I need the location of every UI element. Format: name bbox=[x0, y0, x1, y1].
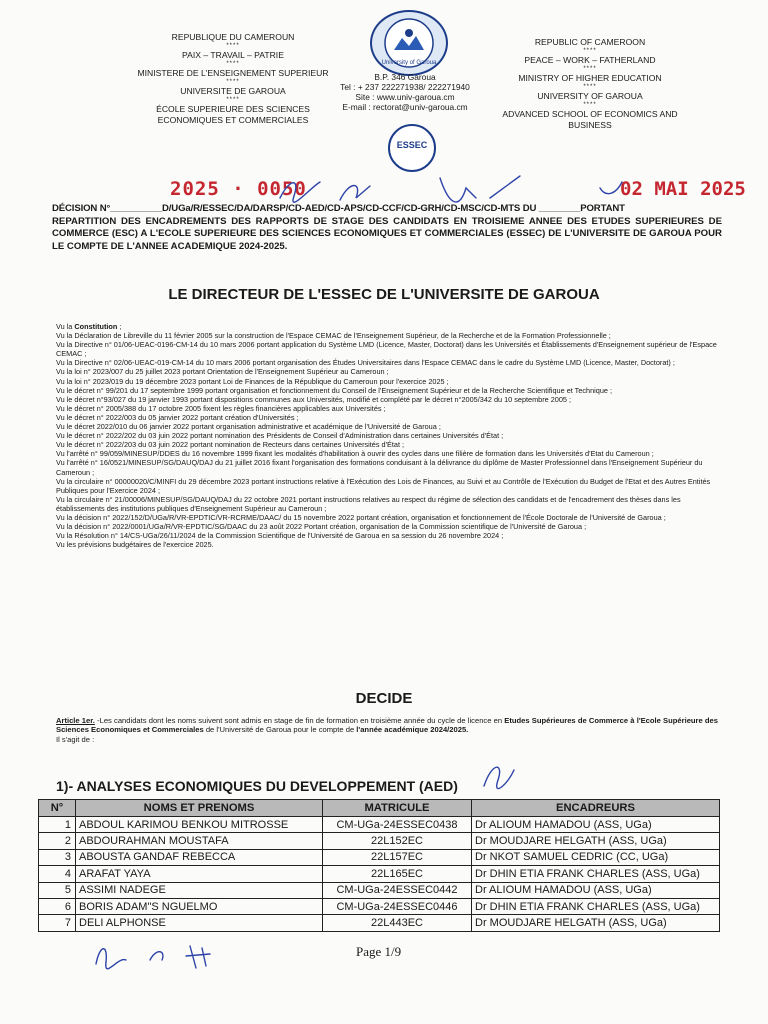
vu-line: Vu l'arrêté n° 99/059/MINESUP/DDES du 16 novembre 1999 fixant les modalités d'habilitation à ouvrir des cycles dans une filière de formation dans les Universités d'Etat du Cameroun ; bbox=[56, 449, 654, 459]
table-row bbox=[39, 849, 720, 865]
decision-subject: REPARTITION DES ENCADREMENTS DES RAPPORTS DE STAGE DES CANDIDATS EN TROISIEME ANNEE DES ETUDES SUPERIEURES DE COMMERCE (ESC) A L'ECOLE SUPERIEURE DES SCIENCES ECONOMIQUES ET COMMERCIALES (ESSEC) DE L'UNIVERSITE DE GAROUA POUR LE COMPTE DE L'ANNEE ACADEMIQUE 2024-2025. bbox=[52, 215, 722, 252]
stars-divider: **** bbox=[583, 48, 597, 54]
row-number: 5 bbox=[39, 882, 76, 898]
supervisor-name: Dr ALIOUM HAMADOU (ASS, UGa) bbox=[472, 817, 720, 833]
vu-list bbox=[56, 322, 728, 549]
vu-line: Vu le décret n° 2022/203 du 03 juin 2022 portant nomination de Recteurs dans certaines Universités d'État ; bbox=[56, 440, 405, 450]
header-left-ministry: MINISTERE DE L'ENSEIGNEMENT SUPERIEUR bbox=[137, 68, 329, 78]
student-name: DELI ALPHONSE bbox=[76, 915, 323, 931]
contact-email: E-mail : rectorat@univ-garoua.cm bbox=[342, 102, 468, 112]
article-1: Article 1er. -Les candidats dont les noms suivent sont admis en stage de fin de formation en troisième année du cycle de licence en Etudes Supérieures de Commerce à l'Ecole Supérieure des Sciences Economiques et Commerciales de l'Université de Garoua pour le compte de l'année académique 2024/2025. Il s'agit de : bbox=[56, 716, 718, 744]
student-name: ABDOURAHMAN MOUSTAFA bbox=[76, 833, 323, 849]
vu-line: Vu la loi n° 2023/007 du 25 juillet 2023 portant Orientation de l'Enseignement Supérieur au Cameroun ; bbox=[56, 367, 389, 377]
stars-divider: **** bbox=[583, 66, 597, 72]
student-matricule: 22L443EC bbox=[323, 915, 472, 931]
contact-tel: Tel : + 237 222271938/ 222271940 bbox=[340, 82, 470, 92]
stamp-number: 2025 · 0050 bbox=[170, 178, 307, 200]
student-matricule: CM-UGa-24ESSEC0438 bbox=[323, 817, 472, 833]
header-right-motto: PEACE – WORK – FATHERLAND bbox=[524, 55, 656, 65]
table-body bbox=[39, 817, 720, 932]
row-number: 1 bbox=[39, 817, 76, 833]
supervisor-name: Dr ALIOUM HAMADOU (ASS, UGa) bbox=[472, 882, 720, 898]
header-left-motto: PAIX – TRAVAIL – PATRIE bbox=[182, 50, 284, 60]
decision-line1: DÉCISION N°__________D/UGa/R/ESSEC/DA/DARSP/CD-AED/CD-APS/CD-CCF/CD-GRH/CD-MSC/CD-MTS DU ________PORTANT bbox=[52, 203, 625, 214]
table-header-row bbox=[39, 800, 720, 817]
vu-items bbox=[56, 331, 728, 549]
student-matricule: 22L165EC bbox=[323, 866, 472, 882]
vu-line: Vu la Directive n° 02/06-UEAC-019-CM-14 du 10 mars 2006 portant organisation des Études Universitaires dans l'Espace CEMAC dans le cadre du Système LMD (Licence, Master, Doctorat) ; bbox=[56, 358, 675, 368]
essec-logo bbox=[388, 124, 436, 172]
student-name: ABOUSTA GANDAF REBECCA bbox=[76, 849, 323, 865]
supervisor-name: Dr DHIN ETIA FRANK CHARLES (ASS, UGa) bbox=[472, 866, 720, 882]
table-row bbox=[39, 915, 720, 931]
director-title: LE DIRECTEUR DE L'ESSEC DE L'UNIVERSITE DE GAROUA bbox=[168, 286, 600, 303]
col-matricule-header: MATRICULE bbox=[323, 800, 472, 817]
page-number: Page 1/9 bbox=[356, 944, 402, 959]
vu-line: Vu la Directive n° 01/06-UEAC-0196-CM-14 du 10 mars 2006 portant application du Système LMD (Licence, Master, Doctorat) dans les Universités et Établissements d'Enseignement supérieur de l'Espace CEMAC ; bbox=[56, 340, 717, 359]
stars-divider: **** bbox=[226, 61, 240, 67]
vu-constitution: Vu la Constitution ; bbox=[56, 322, 122, 331]
col-name-header: NOMS ET PRENOMS bbox=[76, 800, 323, 817]
vu-line: Vu l'arrêté n° 16/0521/MINESUP/SG/DAUQ/DAJ du 21 juillet 2016 fixant l'organisation des formations conduisant à la délivrance du diplôme de Master Professionnel dans l'Enseignement Supérieur du Cameroun ; bbox=[56, 458, 703, 477]
vu-line: Vu la décision n° 2022/152/D/UGa/R/VR-EPDTIC/VR-RCRME/DAAC/ du 15 novembre 2022 portant création, organisation et fonctionnement de l'École Doctorale de l'Université de Garoua ; bbox=[56, 512, 666, 522]
article-sagit: Il s'agit de : bbox=[56, 734, 95, 744]
table-row bbox=[39, 898, 720, 914]
vu-line: Vu la circulaire n° 21/00006/MINESUP/SG/DAUQ/DAJ du 22 octobre 2021 portant instructions relatives au respect du régime de sélection des candidats et de l'encadrement des thèses dans les établissements des institutions publiques d'Enseignement Supérieur au Cameroun ; bbox=[56, 494, 681, 513]
essec-logo-text: ESSEC bbox=[396, 140, 428, 150]
vu-line: Vu le décret n° 99/201 du 17 septembre 1999 portant organisation et fonctionnement du Conseil de l'Enseignement Supérieur et de la Recherche Scientifique et Technique ; bbox=[56, 385, 612, 395]
vu-line: Vu le décret 2022/010 du 06 janvier 2022 portant organisation administrative et académique de l'Université de Garoua ; bbox=[56, 422, 441, 432]
stamp-date: 02 MAI 2025 bbox=[620, 178, 746, 200]
handwritten-mark bbox=[478, 758, 518, 792]
vu-line: Vu la Résolution n° 14/CS-UGa/26/11/2024 de la Commission Scientifique de l'Université de Garoua en sa session du 26 novembre 2024 ; bbox=[56, 531, 504, 541]
stars-divider: **** bbox=[226, 43, 240, 49]
section-title: 1)- ANALYSES ECONOMIQUES DU DEVELOPPEMENT (AED) bbox=[56, 778, 458, 794]
student-matricule: 22L157EC bbox=[323, 849, 472, 865]
students-table bbox=[38, 799, 720, 932]
vu-line: Vu le décret n° 2005/388 du 17 octobre 2005 fixent les règles financières applicables aux Universités ; bbox=[56, 403, 386, 413]
table-row bbox=[39, 866, 720, 882]
header-left-country: REPUBLIQUE DU CAMEROUN bbox=[171, 32, 295, 42]
footer-paraph-marks bbox=[90, 938, 230, 972]
student-matricule: CM-UGa-24ESSEC0442 bbox=[323, 882, 472, 898]
article-label: Article 1er. bbox=[56, 716, 95, 725]
header-left-university: UNIVERSITE DE GAROUA bbox=[180, 86, 286, 96]
table-row bbox=[39, 882, 720, 898]
header-right-school: ADVANCED SCHOOL OF ECONOMICS AND BUSINESS bbox=[502, 109, 678, 130]
student-name: ARAFAT YAYA bbox=[76, 866, 323, 882]
university-logo bbox=[370, 10, 448, 76]
supervisor-name: Dr MOUDJARE HELGATH (ASS, UGa) bbox=[472, 915, 720, 931]
contact-block bbox=[320, 72, 490, 112]
stars-divider: **** bbox=[583, 102, 597, 108]
vu-line: Vu le décret n° 2022/003 du 05 janvier 2022 portant création d'Universités ; bbox=[56, 412, 299, 422]
stars-divider: **** bbox=[226, 79, 240, 85]
student-matricule: CM-UGa-24ESSEC0446 bbox=[323, 898, 472, 914]
col-supervisor-header: ENCADREURS bbox=[472, 800, 720, 817]
vu-line: Vu la Déclaration de Libreville du 11 février 2005 sur la construction de l'Espace CEMAC de l'Enseignement Supérieur, de la Recherche et de la Formation Professionnelle ; bbox=[56, 331, 611, 341]
university-logo-text: University of Garoua bbox=[381, 60, 437, 66]
row-number: 6 bbox=[39, 898, 76, 914]
header-right-ministry: MINISTRY OF HIGHER EDUCATION bbox=[518, 73, 662, 83]
row-number: 7 bbox=[39, 915, 76, 931]
row-number: 2 bbox=[39, 833, 76, 849]
header-right bbox=[480, 37, 700, 131]
vu-line: Vu la loi n° 2023/019 du 19 décembre 2023 portant Loi de Finances de la République du Cameroun pour l'exercice 2025 ; bbox=[56, 376, 449, 386]
decision-heading bbox=[52, 203, 722, 253]
supervisor-name: Dr MOUDJARE HELGATH (ASS, UGa) bbox=[472, 833, 720, 849]
student-name: ASSIMI NADEGE bbox=[76, 882, 323, 898]
header-right-university: UNIVERSITY OF GAROUA bbox=[537, 91, 643, 101]
vu-line: Vu les prévisions budgétaires de l'exercice 2025. bbox=[56, 540, 214, 550]
table-row bbox=[39, 833, 720, 849]
supervisor-name: Dr NKOT SAMUEL CEDRIC (CC, UGa) bbox=[472, 849, 720, 865]
vu-line: Vu le décret n°93/027 du 19 janvier 1993 portant dispositions communes aux Universités, modifié et complété par le décret n°2005/342 du 10 septembre 2005 ; bbox=[56, 394, 572, 404]
student-name: ABDOUL KARIMOU BENKOU MITROSSE bbox=[76, 817, 323, 833]
vu-line: Vu la décision n° 2022/0001/UGa/R/VR-EPDTIC/SG/DAAC du 23 août 2022 Portant création, organisation de la Commission scientifique de l'Université de Garoua ; bbox=[56, 522, 587, 532]
row-number: 3 bbox=[39, 849, 76, 865]
header-right-country: REPUBLIC OF CAMEROON bbox=[534, 37, 646, 47]
contact-bp: B.P. 346 Garoua bbox=[374, 72, 436, 82]
row-number: 4 bbox=[39, 866, 76, 882]
header-left-school: ÉCOLE SUPERIEURE DES SCIENCES ECONOMIQUES ET COMMERCIALES bbox=[156, 104, 310, 125]
vu-line: Vu le décret n° 2022/202 du 03 juin 2022 portant nomination des Présidents de Conseil d'Administration dans certaines Universités d'État ; bbox=[56, 431, 504, 441]
vu-line: Vu la circulaire n° 00000020/C/MINFI du 29 décembre 2023 portant instructions relative à l'Exécution des Lois de Finances, au Suivi et au Contrôle de l'Exécution du Budget de l'Etat et des Autres Entités Publiques pour l'Exercice 2024 ; bbox=[56, 476, 711, 495]
table-row bbox=[39, 817, 720, 833]
student-matricule: 22L152EC bbox=[323, 833, 472, 849]
decide-heading: DECIDE bbox=[355, 690, 413, 707]
stars-divider: **** bbox=[226, 97, 240, 103]
col-number-header: N° bbox=[39, 800, 76, 817]
contact-site: Site : www.univ-garoua.cm bbox=[355, 92, 455, 102]
stars-divider: **** bbox=[583, 84, 597, 90]
supervisor-name: Dr DHIN ETIA FRANK CHARLES (ASS, UGa) bbox=[472, 898, 720, 914]
student-name: BORIS ADAM"S NGUELMO bbox=[76, 898, 323, 914]
